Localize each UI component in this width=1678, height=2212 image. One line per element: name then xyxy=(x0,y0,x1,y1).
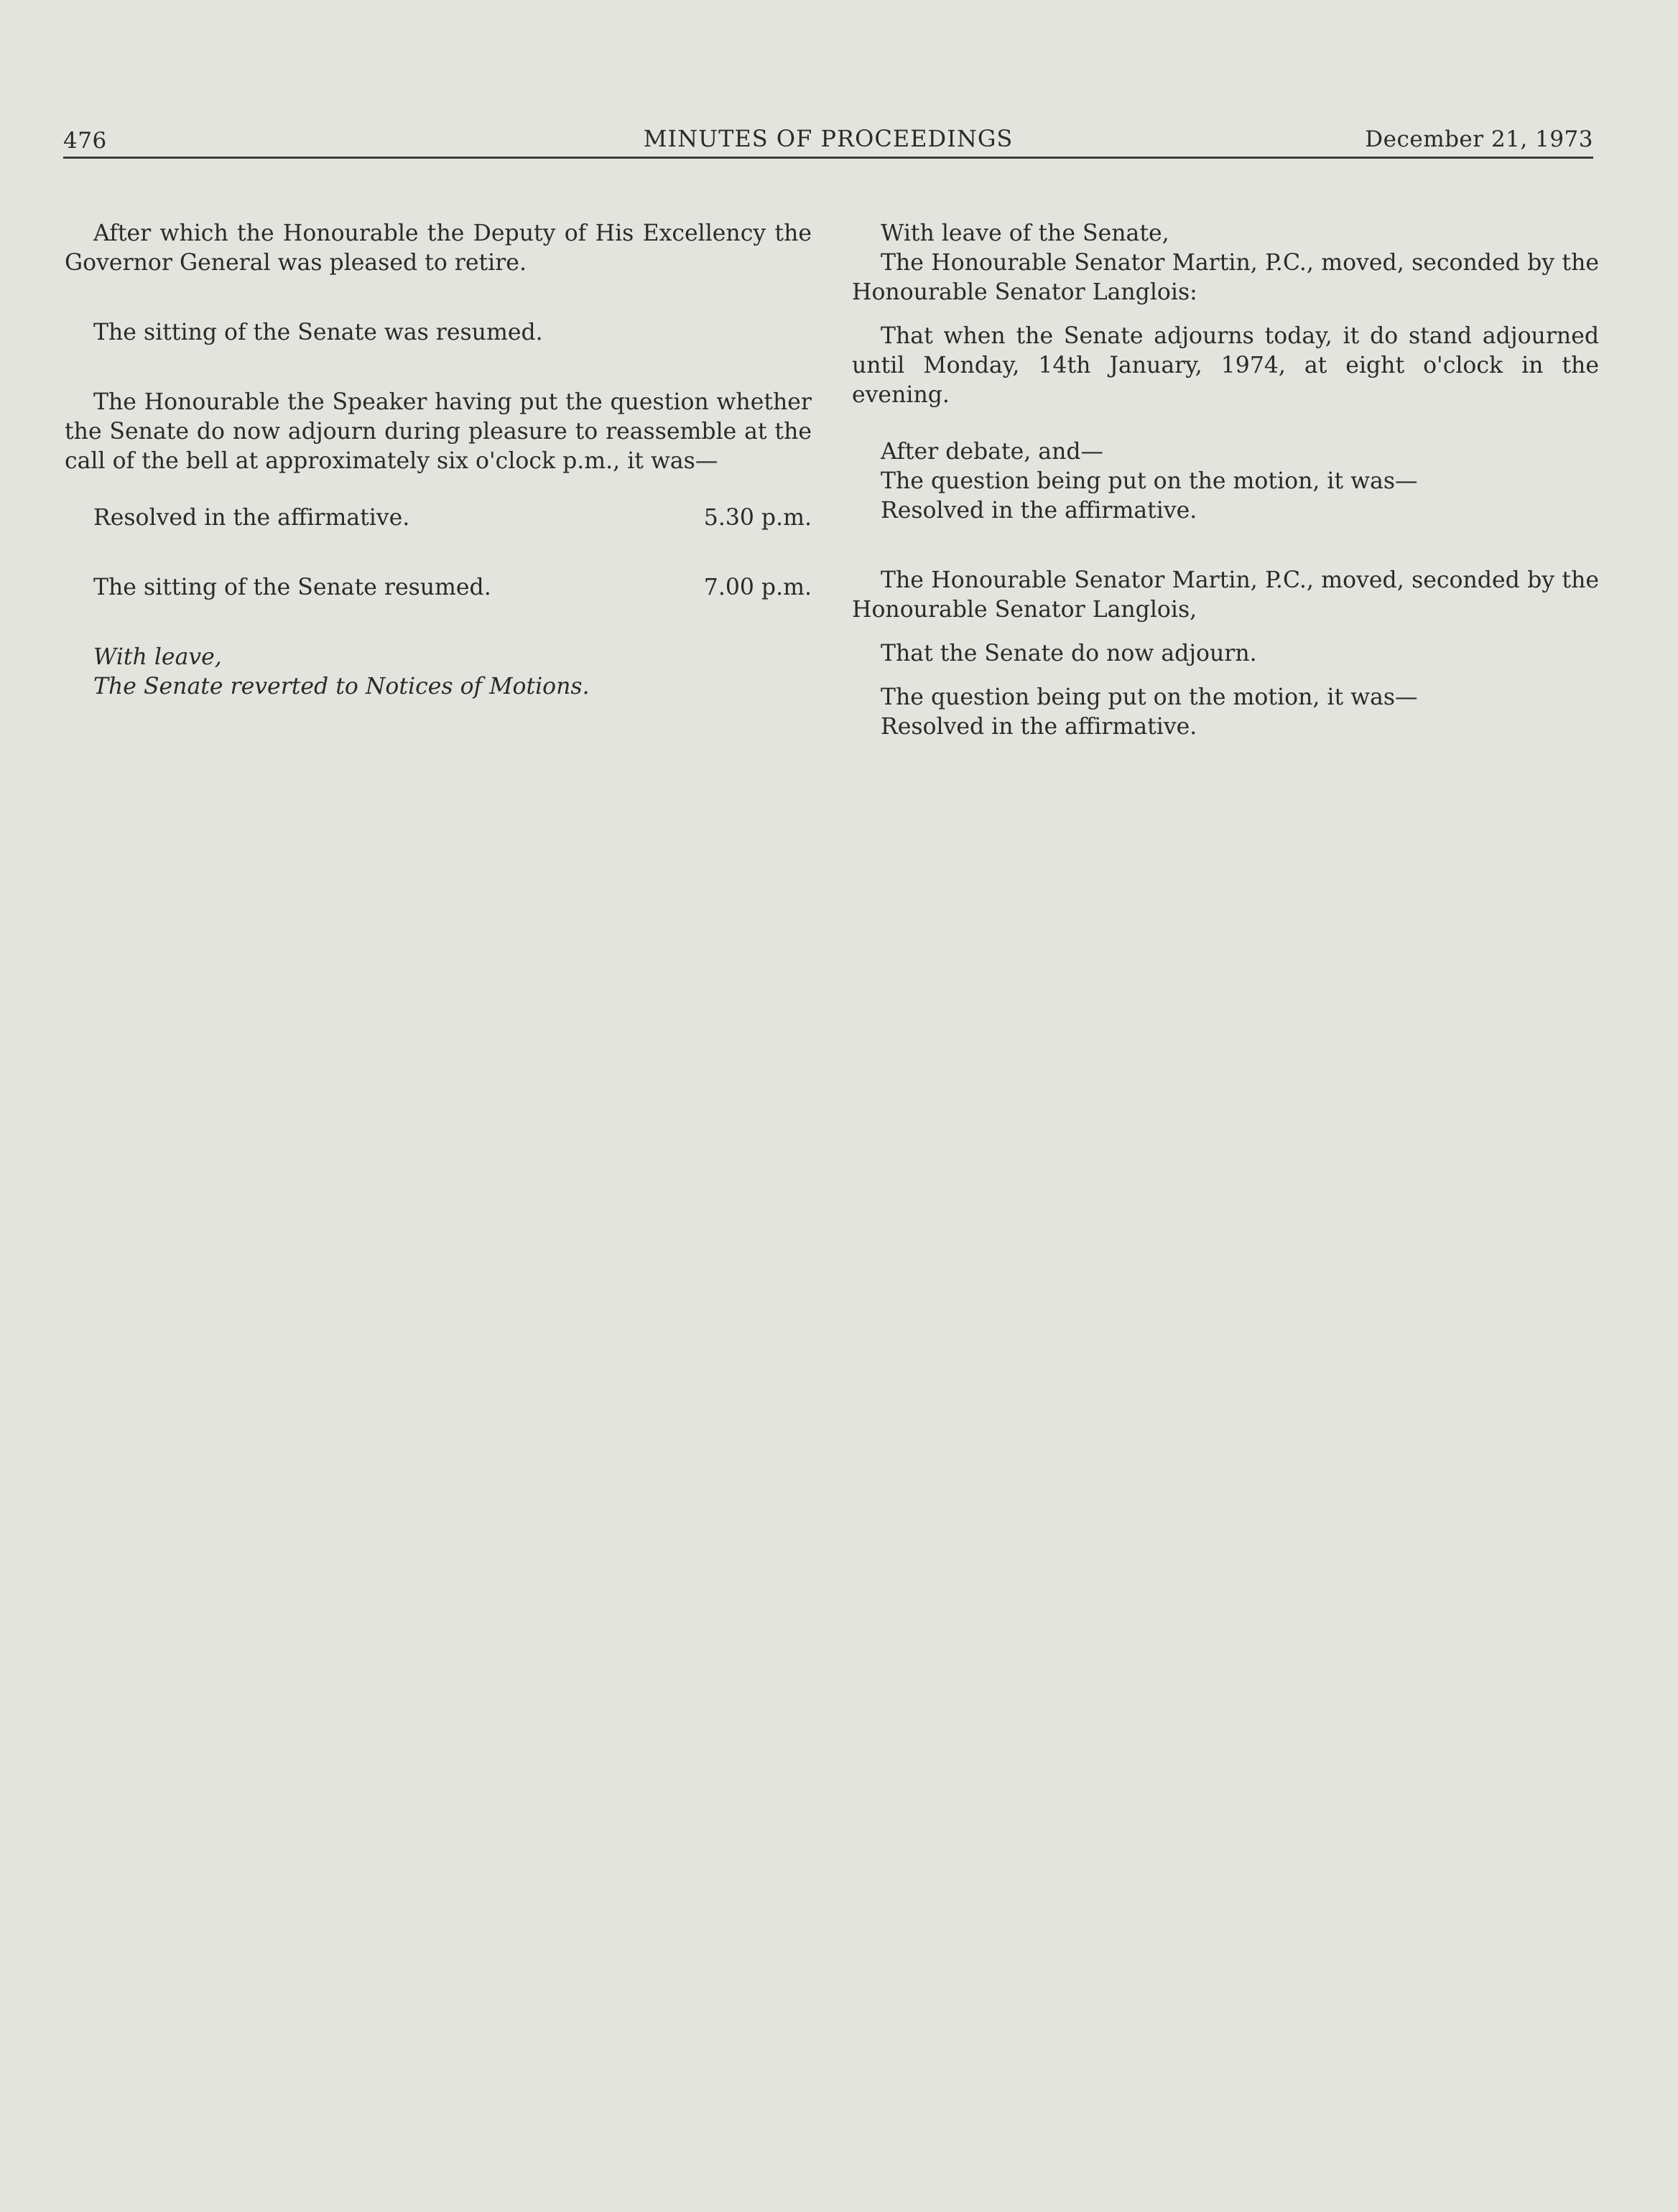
running-title: MINUTES OF PROCEEDINGS xyxy=(643,125,1014,152)
final-resolved-line: Resolved in the affirmative. xyxy=(881,714,1197,740)
reverted-notices-line: The Senate reverted to Notices of Motions. xyxy=(93,674,590,700)
paragraph-sitting-resumed: The sitting of the Senate was resumed. xyxy=(93,320,543,345)
resolved-text: Resolved in the affirmative. xyxy=(93,505,410,531)
paragraph-motion-moved: The Honourable Senator Martin, P.C., moved, seconded by the Honourable Senator Langlois: xyxy=(852,250,1599,305)
page-header xyxy=(63,121,1593,158)
with-leave-line: With leave, xyxy=(93,644,222,670)
resolved-affirmative-line: Resolved in the affirmative. xyxy=(881,498,1197,524)
header-date: December 21, 1973 xyxy=(1365,126,1593,152)
header-rule xyxy=(63,157,1593,159)
right-column xyxy=(852,219,1599,742)
final-question-line: The question being put on the motion, it was— xyxy=(881,684,1418,710)
after-debate-line: After debate, and— xyxy=(881,439,1104,465)
sitting-resumed-line xyxy=(65,573,812,603)
sitting-resumed-text: The sitting of the Senate resumed. xyxy=(93,575,491,600)
leave-of-senate-line: With leave of the Senate, xyxy=(881,220,1169,246)
paragraph-adjourn-question: The Honourable the Speaker having put the question whether the Senate do now adjourn during pleasure to reassemble at the call of the bell at approximately six o'clock p.m., it was— xyxy=(65,389,812,474)
page-number: 476 xyxy=(63,128,107,154)
question-put-line: The question being put on the motion, it was— xyxy=(881,468,1418,494)
sitting-resumed-time: 7.00 p.m. xyxy=(703,575,812,600)
resolved-time: 5.30 p.m. xyxy=(703,505,812,531)
paragraph-adjourn-motion: The Honourable Senator Martin, P.C., moved, seconded by the Honourable Senator Langlois, xyxy=(852,567,1599,623)
adjourn-now-line: That the Senate do now adjourn. xyxy=(881,641,1257,666)
paragraph-motion-text: That when the Senate adjourns today, it do stand adjourned until Monday, 14th January, 1974, at eight o'clock in the evening. xyxy=(852,323,1599,408)
resolved-line xyxy=(65,503,812,533)
paragraph-deputy-retires: After which the Honourable the Deputy of His Excellency the Governor General was pleased to retire. xyxy=(65,220,812,276)
left-column xyxy=(65,219,812,702)
